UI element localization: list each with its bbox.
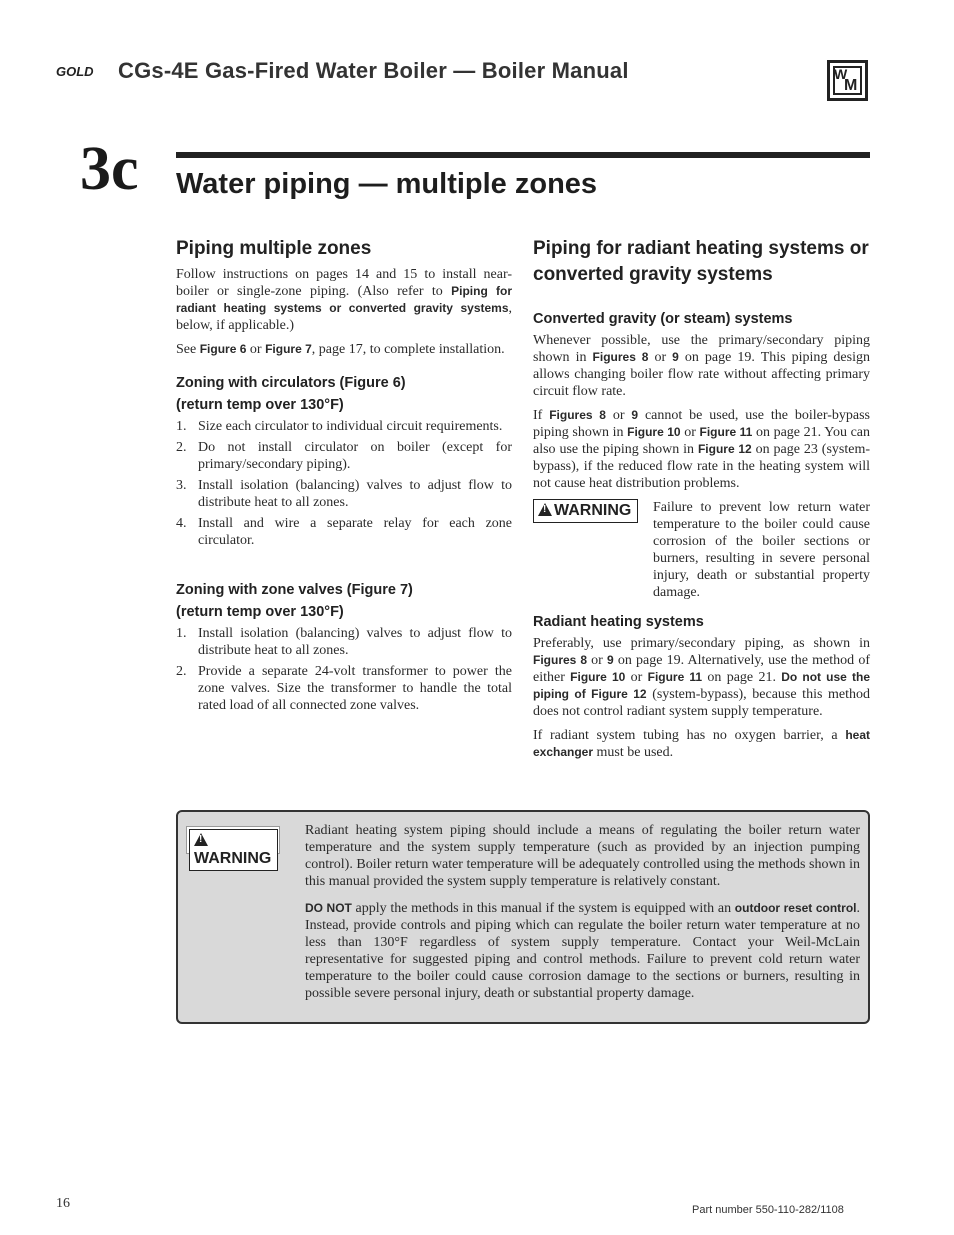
text-span: on page 19. This piping design allows changing boiler flow rate without affecting primary circuit flow rate. <box>533 350 870 399</box>
figure-12-reference: Figure 12 <box>697 442 752 456</box>
gravity-paragraph-2 <box>533 407 870 492</box>
list-number: 2. <box>176 664 187 679</box>
warning-badge <box>533 499 638 523</box>
zoning-circulators-heading <box>176 372 512 416</box>
text-span: or <box>648 350 673 365</box>
radiant-heating-heading: Radiant heating systems <box>533 614 704 630</box>
do-not-use-figure-12: Do not use the piping of Figure 12 <box>533 670 870 701</box>
list-number: 4. <box>176 516 187 531</box>
radiant-paragraph-2 <box>533 727 870 761</box>
do-not-emphasis: DO NOT <box>305 901 352 915</box>
gravity-paragraph-1 <box>533 332 870 400</box>
text-span: If <box>533 408 550 423</box>
zoning-circulators-heading-line1: Zoning with circulators (Figure 6) <box>176 375 406 391</box>
outdoor-reset-control-term: outdoor reset control <box>734 901 857 915</box>
section-number: 3c <box>80 135 139 203</box>
text-span: or <box>680 425 700 440</box>
intro-text-a: Follow instructions on pages 14 and 15 to install near-boiler or single-zone piping. (Also refer to <box>176 267 512 299</box>
intro-text-c: , below, if applicable.) <box>176 301 512 333</box>
warning-triangle-icon: ! <box>538 503 552 516</box>
warning-label: WARNING <box>554 502 632 519</box>
text-span: (system-bypass), because this method does not control radiant system supply temperature. <box>533 687 870 719</box>
list-number: 1. <box>176 419 187 434</box>
figures-8-reference: Figures 8 <box>549 408 606 422</box>
circulator-steps-list <box>176 418 512 549</box>
text-span: apply the methods in this manual if the system is equipped with an <box>351 901 735 916</box>
list-item <box>176 663 512 714</box>
list-number: 2. <box>176 440 187 455</box>
list-text: Size each circulator to individual circuit requirements. <box>198 419 503 434</box>
intro-paragraph <box>176 266 512 334</box>
part-number: Part number 550-110-282/1108 <box>692 1204 844 1216</box>
section-title: Water piping — multiple zones <box>176 168 598 200</box>
warning-label: WARNING <box>194 850 272 867</box>
logo-letter-w: W <box>834 66 847 82</box>
logo-letter-m: M <box>844 77 858 94</box>
right-column <box>533 236 870 768</box>
text-span: Preferably, use primary/secondary piping, as shown in <box>533 636 870 651</box>
figure-10-reference: Figure 10 <box>570 670 626 684</box>
text-span: on page 21. <box>702 670 782 685</box>
see-figures-paragraph <box>176 341 512 358</box>
figures-8-reference: Figures 8 <box>533 653 588 667</box>
text-span: or <box>605 408 632 423</box>
list-item <box>176 515 512 549</box>
text-span: on page 19. Alternatively, use the method of either <box>533 653 870 685</box>
warning-badge-wrap <box>186 826 280 867</box>
weil-mclain-logo <box>827 60 868 101</box>
text-span: must be used. <box>593 745 674 760</box>
text-span: If radiant system tubing has no oxygen barrier, a <box>533 728 846 743</box>
section-rule <box>176 152 870 158</box>
figure-11-reference: Figure 11 <box>699 425 753 439</box>
list-number: 1. <box>176 626 187 641</box>
list-text: Install isolation (balancing) valves to adjust flow to distribute heat to all zones. <box>198 626 512 658</box>
see-text: See <box>176 342 200 357</box>
list-item <box>176 439 512 473</box>
figure-9-reference: 9 <box>607 653 614 667</box>
figure-11-reference: Figure 11 <box>647 670 703 684</box>
zone-valve-steps-list <box>176 625 512 714</box>
text-span: cannot be used, use the boiler-bypass piping shown in <box>533 408 870 440</box>
list-number: 3. <box>176 478 187 493</box>
figure-9-reference: 9 <box>672 350 679 364</box>
radiant-reference-link: Piping for radiant heating systems or converted gravity systems <box>176 284 513 315</box>
radiant-warning-box <box>176 810 870 1024</box>
see-text-end: , page 17, to complete installation. <box>311 342 505 357</box>
radiant-gravity-heading: Piping for radiant heating systems or converted gravity systems <box>533 238 869 285</box>
warning-paragraph-1: Radiant heating system piping should include a means of regulating the boiler return water temperature and the system supply temperature (such as provided by an injection pumping control). Boiler return water temperature will be adequately controlled using the methods shown in this manual provided the system supply temperature is relatively constant. <box>305 823 860 889</box>
left-column <box>176 236 512 718</box>
list-text: Do not install circulator on boiler (except for primary/secondary piping). <box>198 440 512 472</box>
warning-box-text <box>305 822 860 1012</box>
zoning-valves-heading-line1: Zoning with zone valves (Figure 7) <box>176 582 413 598</box>
list-item <box>176 625 512 659</box>
warning-badge <box>189 829 278 871</box>
zoning-valves-heading-line2: (return temp over 130°F) <box>176 604 344 620</box>
heat-exchanger-term: heat exchanger <box>533 728 870 759</box>
warning-badge-wrap <box>533 499 653 601</box>
text-span: Whenever possible, use the primary/secondary piping shown in <box>533 333 870 365</box>
piping-multiple-zones-heading: Piping multiple zones <box>176 238 372 259</box>
figure-7-reference: Figure 7 <box>265 342 312 356</box>
text-span: on page 23 (system-bypass), if the reduced flow rate in the heating system will not cause heat distribution problems. <box>533 442 870 491</box>
or-text: or <box>246 342 266 357</box>
page-number: 16 <box>56 1196 70 1211</box>
figure-9-reference: 9 <box>631 408 639 422</box>
list-text: Provide a separate 24-volt transformer to power the zone valves. Size the transformer to handle the total rated load of all connected zone valves. <box>198 664 512 713</box>
text-span: on page 21. You can also use the piping shown in <box>533 425 870 457</box>
figures-8-reference: Figures 8 <box>592 350 649 364</box>
zoning-circulators-heading-line2: (return temp over 130°F) <box>176 397 344 413</box>
zoning-valves-heading <box>176 579 512 623</box>
warning-paragraph-2 <box>305 900 860 1002</box>
low-return-temp-warning <box>533 499 870 601</box>
header-title: CGs-4E Gas-Fired Water Boiler — Boiler Manual <box>118 58 629 83</box>
figure-6-reference: Figure 6 <box>199 342 247 356</box>
text-span: or <box>587 653 607 668</box>
header-series-label: GOLD <box>56 64 94 79</box>
list-text: Install isolation (balancing) valves to adjust flow to distribute heat to all zones. <box>198 478 512 510</box>
list-item <box>176 418 512 435</box>
warning-triangle-icon: ! <box>194 833 208 846</box>
radiant-paragraph-1 <box>533 635 870 720</box>
converted-gravity-heading: Converted gravity (or steam) systems <box>533 311 793 327</box>
text-span: or <box>625 670 648 685</box>
figure-10-reference: Figure 10 <box>627 425 681 439</box>
warning-text: Failure to prevent low return water temperature to the boiler could cause corrosion of the boiler sections or burners, resulting in severe personal injury, death or substantial property damage. <box>653 500 870 600</box>
list-item <box>176 477 512 511</box>
text-span: . Instead, provide controls and piping which can regulate the boiler return water temperature at no less than 130°F regardless of system supply temperature. Contact your Weil-McLain representative for suggested piping and control methods. Failure to prevent cold return water temperature to the boiler could cause corrosion damage to the sections or burners, resulting in possible severe personal injury, death or substantial property damage. <box>305 901 860 1001</box>
list-text: Install and wire a separate relay for each zone circulator. <box>198 516 512 548</box>
